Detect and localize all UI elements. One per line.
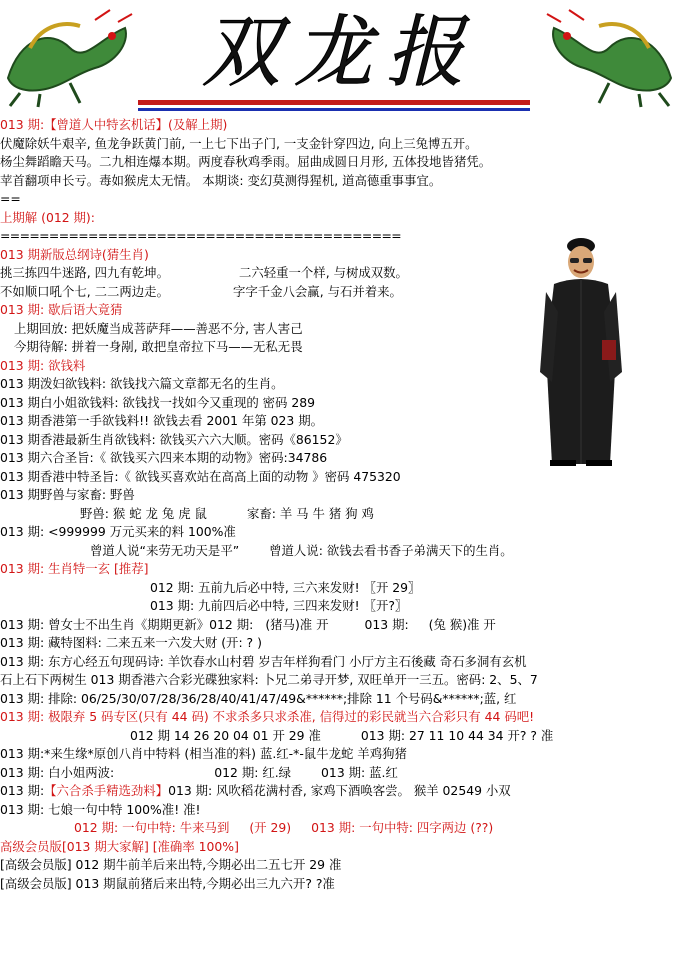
- text-line: 013 期野兽与家畜: 野兽: [0, 487, 135, 502]
- right-dragon-icon: [539, 8, 679, 108]
- left-dragon-icon: [0, 8, 140, 108]
- banner: [0, 0, 679, 122]
- text-part: 013 期:: [364, 616, 409, 632]
- text-line: 013 期香港中特圣旨:《 欲钱买喜欢站在高高上面的动物 》密码 475320: [0, 468, 401, 484]
- text-line: 013 期白小姐欲钱料: 欲钱找一找如今又重现的 密码 289: [0, 394, 316, 410]
- divider-line: ==: [0, 191, 21, 206]
- text-line: 013 期: 九前四后必中特, 三四来发财! 〖开?〗: [150, 598, 408, 613]
- text-line: [高级会员版] 013 期鼠前猪后来出特,今期必出三九六开? ?准: [0, 875, 335, 891]
- section-heading: 013 期: 极限弃 5 码专区(只有 44 码) 不求杀多只求杀准, 信得过的彩民就当六合彩只有 44 码吧!: [0, 709, 535, 724]
- text-line: 013 期: <999999 万元买来的料 100%准: [0, 524, 236, 539]
- number-list: 013 期: 27 11 10 44 34 开? ? 准: [360, 727, 554, 743]
- text-line: 013 期六合圣旨:《 欲钱买六四来本期的动物》密码:34786: [0, 450, 328, 465]
- article-body: [0, 116, 679, 893]
- text-line: 石上石下两树生 013 期香港六合彩光碟独家料: 卜兄二弟寻开梦, 双旺单开一三五。密码: 2、5、7: [0, 672, 538, 687]
- quote: 曾道人说“来劳无功天是平”: [90, 542, 240, 558]
- text-part: 012 期: 一句中特: 牛来马到: [74, 820, 230, 835]
- number-list: 012 期 14 26 20 04 01 开 29 准: [130, 727, 321, 743]
- text-line: 上期回放: 把妖魔当成菩萨拜——善恶不分, 害人害己: [14, 320, 303, 336]
- poem-line: 二六轻重一个样, 与树成双数。: [238, 265, 408, 280]
- text-line: [0, 542, 679, 561]
- issue-label: 013 期:: [0, 783, 45, 798]
- poem-line: 挑三拣四牛迷路, 四九有乾坤。: [0, 265, 169, 280]
- text-line: [0, 505, 679, 524]
- animal-list: 家畜: 羊 马 牛 猪 狗 鸡: [246, 505, 374, 521]
- text-line: [0, 116, 679, 135]
- text-line: 伏魔除妖牛艰辛, 鱼龙争跃黄门前, 一上七下出子门, 一支金针穿四边, 向上三兔博五开。: [0, 135, 478, 151]
- text-line: 013 期泼妇欲钱料: 欲钱找六篇文章都无名的生肖。: [0, 376, 284, 391]
- newspaper-title: 双龙报: [201, 8, 478, 98]
- text-line: 杨尘舞蹈瞻天马。二九相连爆本期。两度春秋鸡季雨。屈曲成圆日月形, 五体投地皆猪凭。: [0, 154, 492, 169]
- poem-line: 字字千金八会赢, 与石并着来。: [232, 283, 402, 299]
- text-line: [0, 782, 679, 801]
- title-underline-red: [138, 100, 530, 105]
- section-heading: 013 期: 歇后语大竟猜: [0, 302, 123, 317]
- text-line: 今期待解: 拼着一身剐, 敢把皇帝拉下马——无私无畏: [14, 339, 303, 354]
- text-part: 013 期: 曾女士不出生肖《期期更新》012 期:: [0, 616, 254, 632]
- text-line: [0, 727, 679, 746]
- section-heading: 013 期: 欲钱料: [0, 357, 86, 373]
- text-part: 013 期: 白小姐两波:: [0, 764, 115, 780]
- text-line: [0, 264, 679, 283]
- text-part: (兔 猴)准 开: [428, 616, 496, 632]
- section-heading: 【曾道人中特玄机话】(及解上期): [44, 117, 228, 132]
- text-part: 013 期: 风吹稻花满村香, 家鸡下酒唤客尝。 猴羊 02549 小双: [168, 783, 511, 798]
- text-line: 012 期: 五前九后必中特, 三六来发财! 〖开 29〗: [150, 579, 421, 595]
- quote: 曾道人说: 欲钱去看书香子弟满天下的生肖。: [269, 542, 513, 558]
- text-line: 013 期: 七娘一句中特 100%准! 准!: [0, 801, 201, 817]
- section-heading: 【六合杀手精选劲料】: [44, 783, 169, 798]
- text-line: 013 期: 东方心经五句现码诗: 羊饮春水山村碧 岁吉年样狗看门 小厅方主石後藏 奇石多洞有玄机: [0, 653, 527, 669]
- text-line: 013 期:*来生缘*原创八肖中特料 (相当准的料) 蓝.红-*-鼠牛龙蛇 羊鸡狗猪: [0, 746, 407, 761]
- divider-line: =========================================: [0, 228, 402, 243]
- text-part: (猪马)准 开: [265, 616, 329, 632]
- text-part: 012 期: 红.绿: [214, 764, 292, 780]
- animal-list: 野兽: 猴 蛇 龙 兔 虎 鼠: [80, 505, 207, 521]
- text-line: [0, 819, 679, 838]
- section-heading: 上期解 (012 期):: [0, 209, 95, 225]
- poem-line: 不如顺口吼个七, 二二两边走。: [0, 283, 169, 299]
- issue-label: 013 期:: [0, 117, 45, 132]
- section-heading: 013 期新版总纲诗(猜生肖): [0, 246, 149, 262]
- text-part: 013 期: 蓝.红: [321, 764, 398, 780]
- text-part: 013 期: 一句中特: 四字两边 (??): [311, 820, 494, 835]
- text-line: 013 期香港最新生肖欲钱料: 欲钱买六六大顺。密码《86152》: [0, 431, 348, 447]
- text-line: [0, 764, 679, 783]
- text-line: 013 期: 排除: 06/25/30/07/28/36/28/40/41/47/49&******;排除 11 个号码&******;蓝, 红: [0, 690, 517, 706]
- section-heading: 高级会员版[013 期大家解] [准确率 100%]: [0, 838, 239, 854]
- text-line: 013 期香港第一手欲钱料!! 欲钱去看 2001 年第 023 期。: [0, 413, 324, 428]
- text-part: (开 29): [249, 820, 292, 835]
- text-line: [0, 283, 679, 302]
- title-underline-blue: [138, 108, 530, 111]
- section-heading: 013 期: 生肖特一玄 [推荐]: [0, 561, 149, 576]
- text-line: 苹首翻项申长亏。毒如猴虎太无情。 本期谈: 变幻莫测得猩机, 道高德重事事宜。: [0, 172, 442, 188]
- text-line: [高级会员版] 012 期牛前羊后来出特,今期必出二五七开 29 准: [0, 857, 342, 872]
- text-line: 013 期: 藏特图料: 二来五来一六发大财 (开: ? ): [0, 635, 262, 650]
- text-line: [0, 616, 679, 635]
